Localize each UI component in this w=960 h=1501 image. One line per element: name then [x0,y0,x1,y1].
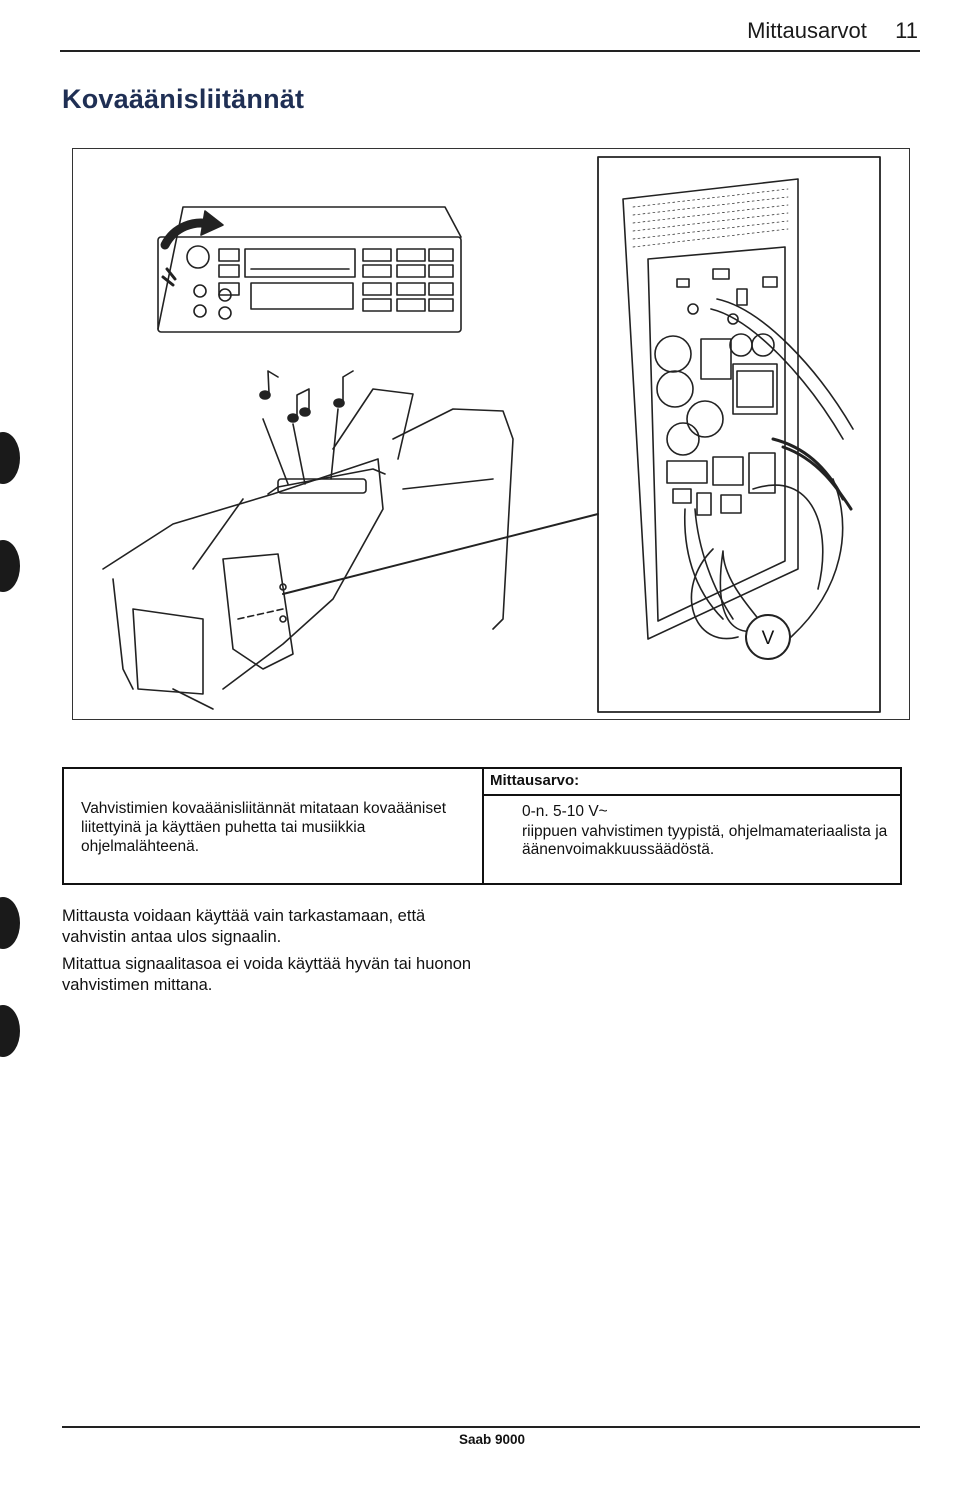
measurement-value-header [484,769,900,796]
radio-unit-drawing [158,207,461,332]
binder-hole [0,897,20,949]
measurement-value-description: riippuen vahvistimen tyypistä, ohjelmamateriaalista ja äänenvoimakkuussäädöstä. [522,823,888,858]
binder-hole [0,432,20,484]
section-title: Mittausarvot [747,18,867,43]
measurement-description-cell [64,769,484,883]
body-paragraph: Mittausta voidaan käyttää vain tarkastamaan, että vahvistin antaa ulos signaalin. [62,907,426,946]
illustration-frame [72,148,910,720]
footer-text: Saab 9000 [458,1432,526,1447]
measurement-value-cell [484,769,900,883]
car-interior-drawing [103,389,513,709]
header-rule [60,50,920,52]
measurement-value-title: Mittausarvo: [490,772,580,789]
voltmeter-label: V [761,628,775,649]
page-number: 11 [895,18,918,43]
page-heading: Kovaäänisliitännät [62,84,305,114]
body-text [62,906,482,1002]
measurement-table [62,767,902,885]
binder-hole [0,540,20,592]
music-notes-drawing [260,371,353,422]
footer-rule [62,1426,920,1428]
page-header [747,18,918,44]
binder-hole [0,1005,20,1057]
amplifier-drawing [623,179,853,639]
measurement-description: Vahvistimien kovaäänisliitännät mitataan kovaääniset liitettyinä ja käyttäen puhetta tai musiikkia ohjelmalähteenä. [81,800,447,855]
illustration [73,149,911,721]
body-paragraph: Mitattua signaalitasoa ei voida käyttää hyvän tai huonon vahvistimen mittana. [62,955,472,994]
measurement-value: 0-n. 5-10 V~ [522,803,608,820]
